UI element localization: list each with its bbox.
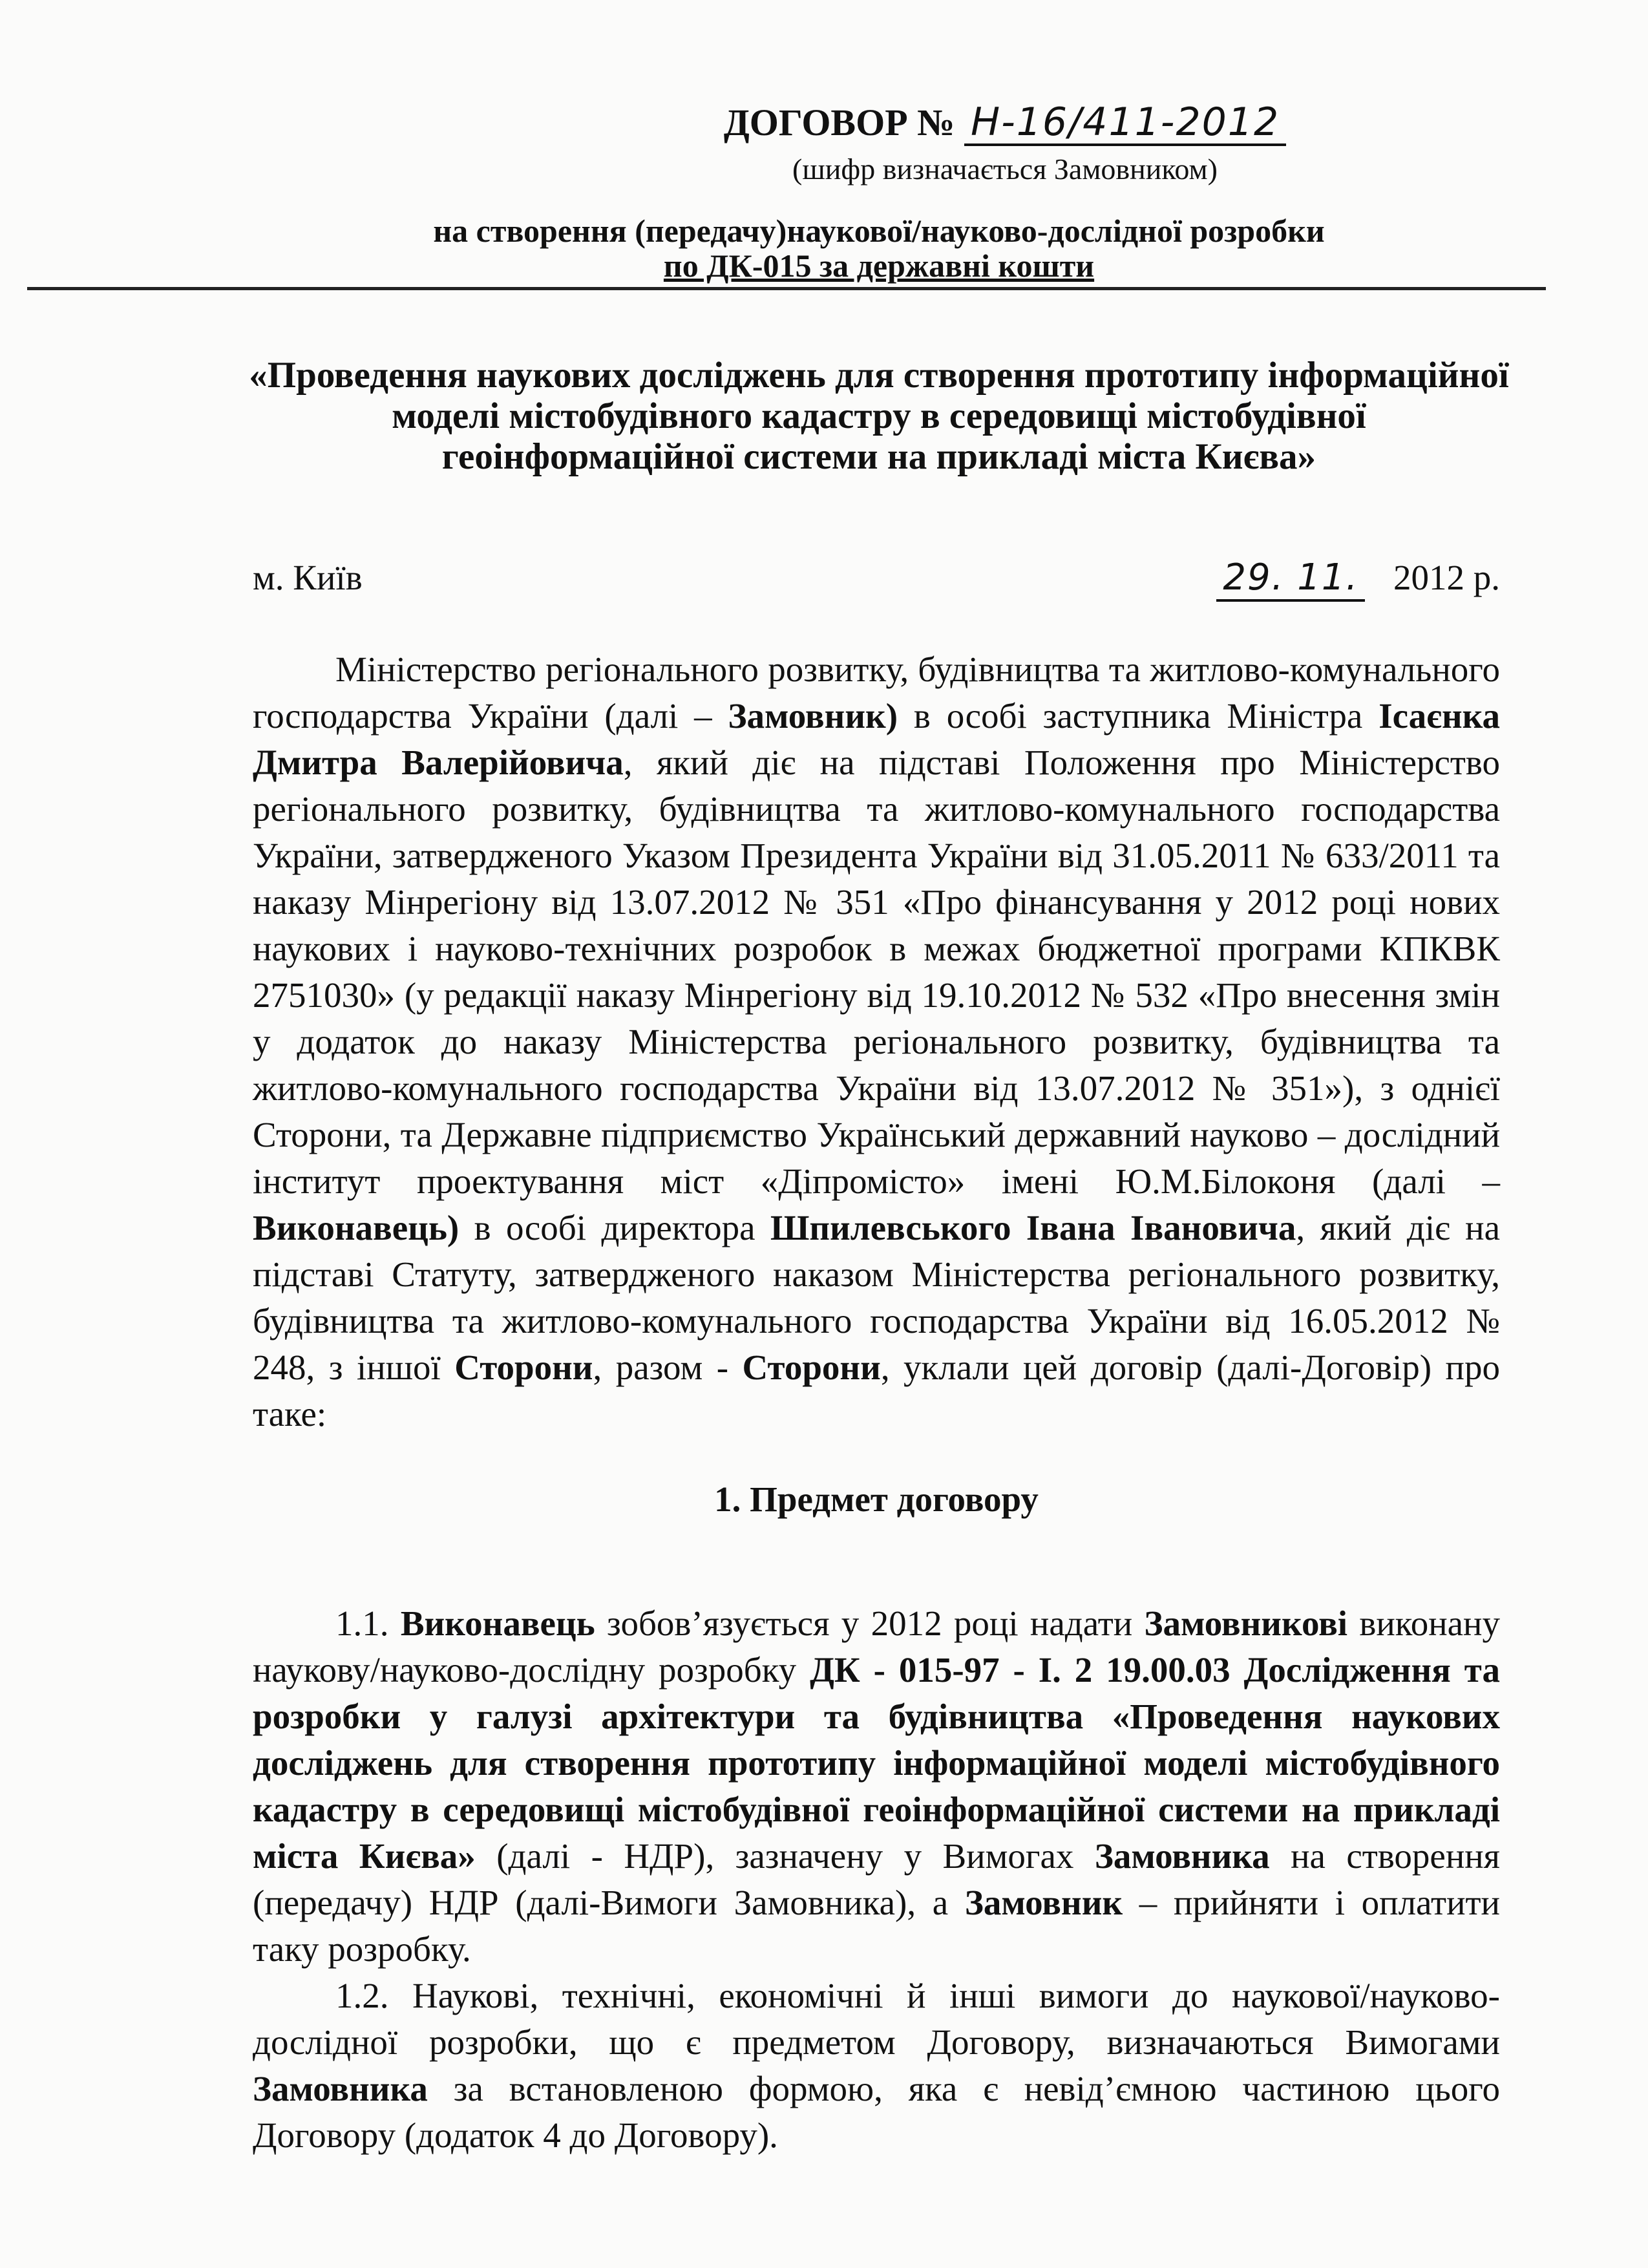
text-segment: зобов’язується у 2012 році надати [595,1604,1145,1643]
header-divider [27,287,1546,290]
bold-text: Ісаєнка Дмитра Валерійовича [253,696,1500,782]
bold-text: Сторони [454,1348,593,1387]
place-date [253,555,1500,601]
bold-text: Сторони [742,1348,881,1387]
bold-text: ДК - 015-97 - І. 2 19.00.03 Дослідження та розробки у галузі архітектури та будівництва «Проведення наукових досліджень для створення прототипу інформаційної моделі містобудівного кадастру в середовищі містобудівної геоінформаційної системи на прикладі міста Києва» [253,1650,1500,1876]
date [1216,555,1500,602]
preamble-paragraph [253,646,1500,1437]
text-segment: за встановленою формою, яка є невід’ємною частиною цього Договору (додаток 4 до Договору). [253,2069,1500,2155]
bold-text: Шпилевського Івана Івановича [770,1208,1296,1247]
text-segment: (далі - НДР), зазначену у Вимогах [475,1836,1095,1876]
contract-label: ДОГОВОР № [723,101,955,143]
text-segment: Міністерство регіонального розвитку, будівництва та житлово-комунального господарства України (далі – [253,650,1500,736]
text-segment: в особі директора [459,1208,770,1247]
date-handwritten: 29. 11. [1216,556,1365,602]
subject-line-1: на створення (передачу)наукової/науково-дослідної розробки [433,213,1325,249]
work-title [246,355,1512,477]
clause-1-1 [253,1600,1500,1973]
text-segment: , який діє на підставі Статуту, затвердженого наказом Міністерства регіонального розвитку, будівництва та житлово-комунального господарства України від 16.05.2012 № 248, з іншої [253,1208,1500,1387]
text-segment: , разом - [593,1348,743,1387]
bold-text: Виконавець) [253,1208,460,1247]
subject-line-2: по ДК-015 за державні кошти [663,248,1095,284]
text-segment: 1.2. Наукові, технічні, економічні й інші вимоги до наукової/науково-дослідної розробки, що є предметом Договору, визначаються Вимогами [253,1976,1500,2062]
bold-text: Виконавець [400,1604,595,1643]
bold-text: Замовника [1094,1836,1270,1876]
text-segment: , який діє на підставі Положення про Міністерство регіонального розвитку, будівництва та житлово-комунального господарства України, затвердженого Указом Президента України від 31.05.2011 № 633/2011 та наказу Мінрегіону від 13.07.2012 № 351 «Про фінансування у 2012 році нових наукових і науково-технічних розробок в межах бюджетної програми КПКВК 2751030» (у редакції наказу Мінрегіону від 19.10.2012 № 532 «Про внесення змін у додаток до наказу Міністерства регіонального розвитку, будівництва та житлово-комунального господарства України від 13.07.2012 № 351»), з однієї Сторони, та Державне підприємство Український державний науково – дослідний інститут проектування міст «Діпромісто» імені Ю.М.Білоконя (далі – [253,743,1501,1201]
text-segment: в особі заступника Міністра [898,696,1379,736]
bold-text: Замовникові [1144,1604,1348,1643]
city: м. Київ [253,558,363,597]
text-segment: – прийняти і оплатити таку розробку. [253,1883,1500,1969]
work-title-line-3: геоінформаційної системи на прикладі міста Києва» [441,436,1316,477]
text-segment: на створення (передачу) НДР (далі-Вимоги Замовника), а [253,1836,1500,1922]
bold-text: Замовник [964,1883,1123,1922]
clause-1-2 [253,1973,1500,2159]
contract-number-handwritten: Н-16/411-2012 [964,101,1286,146]
work-title-line-2: моделі містобудівного кадастру в середовищі містобудівної [392,396,1366,436]
text-segment: виконану наукову/науково-дослідну розробку [253,1604,1500,1690]
bold-text: Замовник) [728,696,898,736]
contract-subject [246,213,1512,283]
section-title: 1. Предмет договору [714,1479,1039,1519]
bold-text: Замовника [253,2069,428,2108]
contract-title [0,97,1648,149]
text-segment: , уклали цей договір (далі-Договір) про таке: [253,1348,1500,1434]
year: 2012 р. [1393,558,1500,597]
work-title-line-1: «Проведення наукових досліджень для створення прототипу інформаційної [249,355,1509,396]
text-segment: 1.1. [335,1604,401,1643]
code-note: (шифр визначається Замовником) [792,153,1218,185]
